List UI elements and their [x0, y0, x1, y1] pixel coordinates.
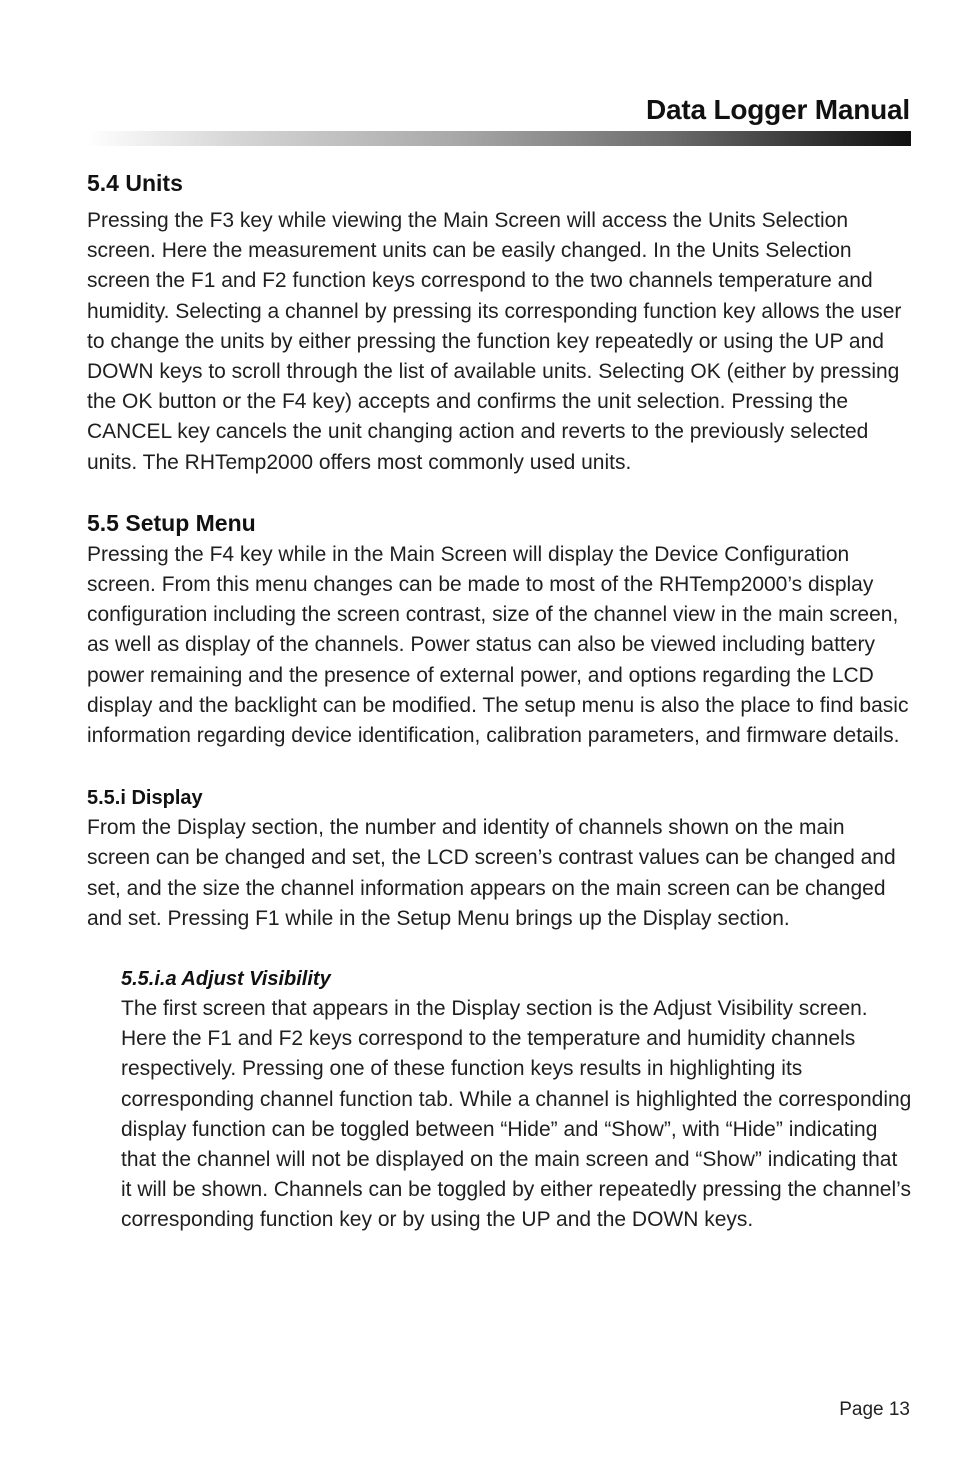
section-adjust-visibility: [87, 964, 913, 1236]
section-heading-display: 5.5.i Display: [87, 787, 203, 810]
section-heading-setup-menu: 5.5 Setup Menu: [87, 509, 256, 536]
header-gradient-rule: [86, 131, 911, 146]
section-heading-adjust-visibility: 5.5.i.a Adjust Visibility: [121, 968, 331, 991]
manual-title: Data Logger Manual: [646, 94, 910, 125]
page-number: Page 13: [839, 1399, 910, 1420]
section-body-adjust-visibility: The first screen that appears in the Display section is the Adjust Visibility screen. Here the F1 and F2 keys correspond to the temperature and humidity channels respectively. Pressing one of these function keys results in highlighting its corresponding channel function tab. While a channel is highlighted the corresponding display function can be toggled between “Hide” and “Show”, with “Hide” indicating that the channel will not be displayed on the main screen and “Show” indicating that it will be shown. Channels can be toggled by either repeatedly pressing the channel’s corresponding function key or by using the UP and the DOWN keys.: [121, 997, 912, 1232]
section-heading-units: 5.4 Units: [87, 170, 183, 196]
section-setup-menu: [87, 506, 913, 751]
section-body-display: From the Display section, the number and identity of channels shown on the main screen can be changed and set, the LCD screen’s contrast values can be changed and set, and the size the channel information appears on the main screen can be changed and set. Pressing F1 while in the Setup Menu brings up the Display section.: [87, 816, 896, 930]
section-display: [87, 783, 913, 934]
section-body-setup-menu: Pressing the F4 key while in the Main Screen will display the Device Configuration screen. From this menu changes can be made to most of the RHTemp2000’s display configuration including the screen contrast, size of the channel view in the main screen, as well as display of the channels. Power status can also be viewed including battery power remaining and the presence of external power, and options regarding the LCD display and the backlight can be modified. The setup menu is also the place to find basic information regarding device identification, calibration parameters, and firmware details.: [87, 542, 909, 748]
section-body-units: Pressing the F3 key while viewing the Main Screen will access the Units Selection screen. Here the measurement units can be easily changed. In the Units Selection screen the F1 and F2 function keys correspond to the two channels temperature and humidity. Selecting a channel by pressing its corresponding function key allows the user to change the units by either pressing the function key repeatedly or using the UP and DOWN keys to scroll through the list of available units. Selecting OK (either by pressing the OK button or the F4 key) accepts and confirms the unit selection. Pressing the CANCEL key cancels the unit changing action and reverts to the previously selected units. The RHTemp2000 offers most commonly used units.: [87, 209, 902, 474]
section-units: [87, 166, 913, 478]
page-content: [87, 166, 913, 1236]
